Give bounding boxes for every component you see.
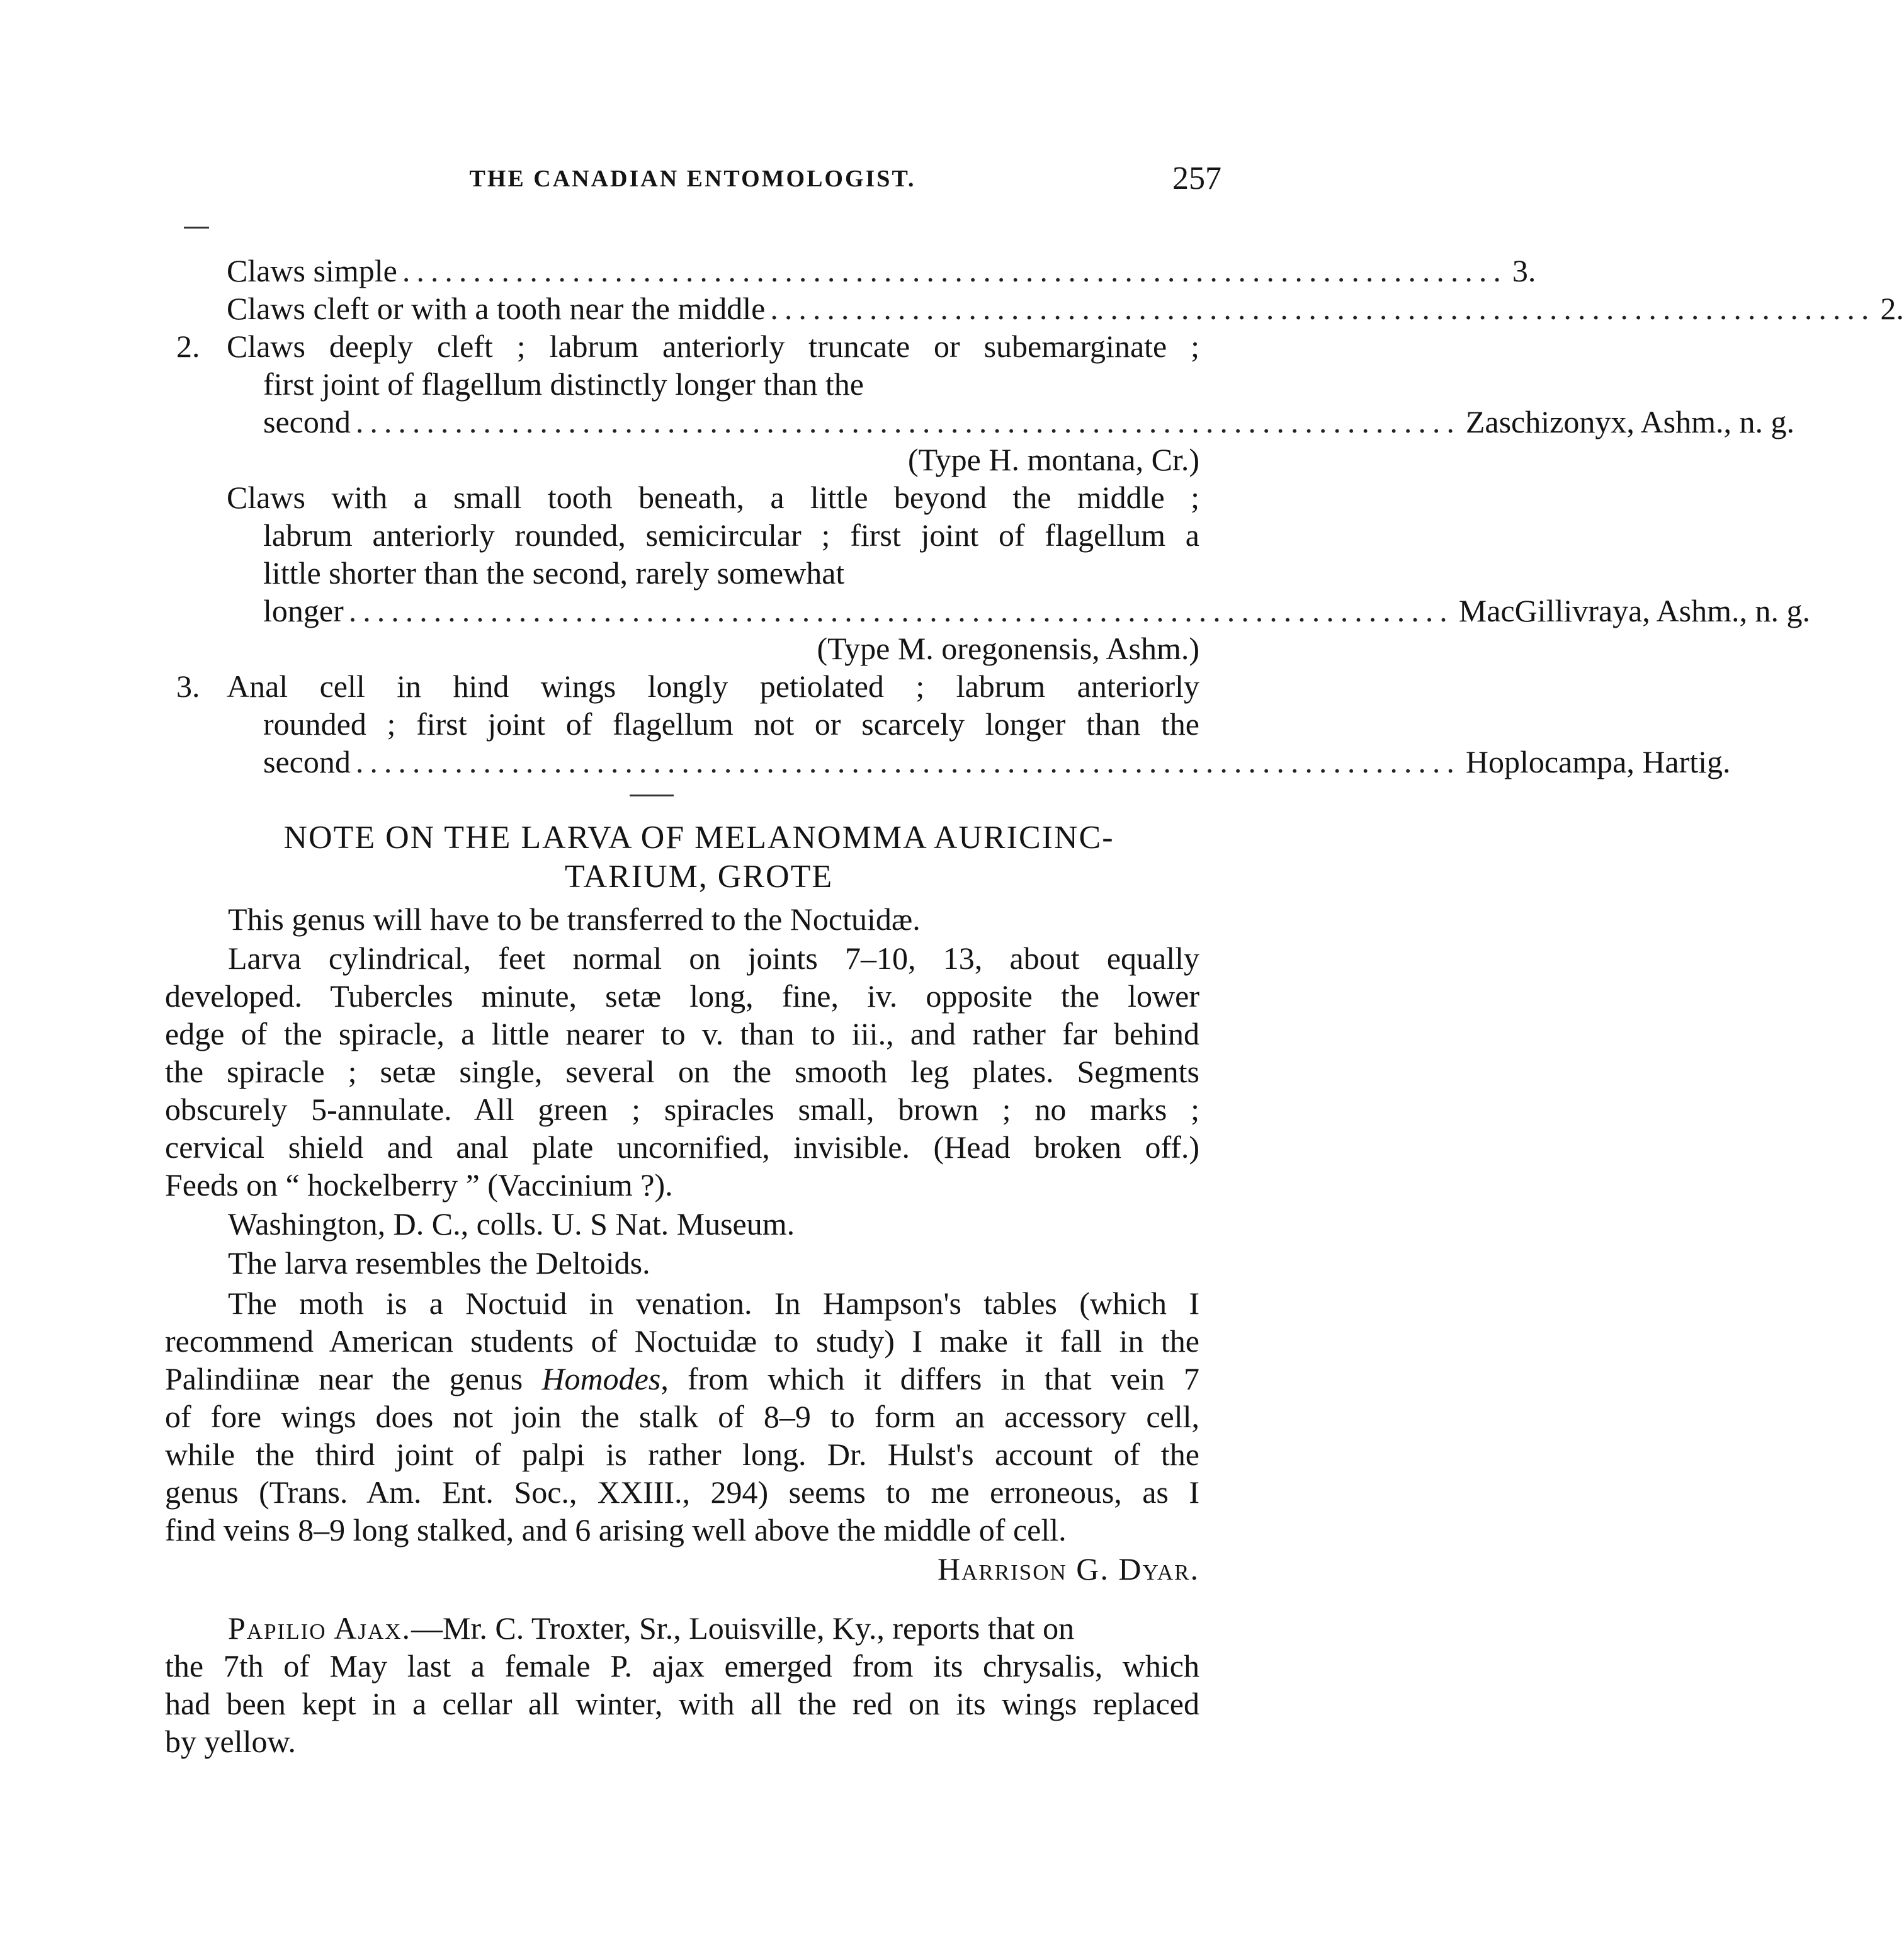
paragraph-line: of fore wings does not join the stalk of 8–9 to form an accessory cell, [165,1399,1199,1434]
paragraph-line: Larva cylindrical, feet normal on joints 7–10, 13, about equally [228,941,1199,976]
paragraph: This genus will have to be transferred to the Noctuidæ. [228,902,921,937]
key-line: rounded ; first joint of flagellum not or scarcely longer than the [263,706,1199,742]
key-line: 2. Claws deeply cleft ; labrum anteriorly truncate or subemarginate ; [176,329,1199,364]
header-rule [184,227,209,229]
paragraph-line: recommend American students of Noctuidæ to study) I make it fall in the [165,1323,1199,1359]
paragraph-line: Papilio Ajax.—Mr. C. Troxter, Sr., Louisville, Ky., reports that on [228,1610,1075,1646]
paragraph: Washington, D. C., colls. U. S Nat. Museum. [228,1206,795,1242]
key-line: longer .............................................................................. MacGillivraya, Ashm., n. g. [263,593,1810,628]
page-number: 257 [1172,161,1221,196]
section-rule [630,795,674,796]
paragraph-line: had been kept in a cellar all winter, with all the red on its wings replaced [165,1686,1199,1721]
type-note: (Type H. montana, Cr.) [907,442,1199,477]
paragraph-line: find veins 8–9 long stalked, and 6 arising well above the middle of cell. [165,1512,1067,1548]
key-line: little shorter than the second, rarely somewhat [263,555,845,591]
running-header [164,161,1221,203]
key-line: Claws cleft or with a tooth near the middle .............................................................................. 2. [227,291,1904,326]
paragraph-line: developed. Tubercles minute, setæ long, fine, iv. opposite the lower [165,978,1199,1014]
author-signature: Harrison G. Dyar. [938,1551,1199,1587]
paragraph-line: edge of the spiracle, a little nearer to v. than to iii., and rather far behind [165,1016,1199,1051]
paragraph-line: genus (Trans. Am. Ent. Soc., XXIII., 294) seems to me erroneous, as I [165,1474,1199,1510]
paragraph-line: obscurely 5-annulate. All green ; spiracles small, brown ; no marks ; [165,1092,1199,1127]
note-heading: TARIUM, GROTE [564,859,834,895]
key-line: Claws simple .............................................................................. 3. [227,253,1536,288]
paragraph-line: The moth is a Noctuid in venation. In Hampson's tables (which I [228,1286,1199,1321]
note-heading: NOTE ON THE LARVA OF MELANOMMA AURICINC- [283,820,1114,856]
paragraph-line: Palindiinæ near the genus Homodes, from which it differs in that vein 7 [165,1361,1200,1396]
paragraph-line: by yellow. [165,1724,296,1759]
key-line: labrum anteriorly rounded, semicircular ; first joint of flagellum a [263,518,1199,553]
paragraph-line: while the third joint of palpi is rather long. Dr. Hulst's account of the [165,1437,1199,1472]
type-note: (Type M. oregonensis, Ashm.) [817,631,1199,666]
paragraph-line: the 7th of May last a female P. ajax emerged from its chrysalis, which [165,1648,1199,1684]
key-line: 3. Anal cell in hind wings longly petiolated ; labrum anteriorly [176,669,1199,704]
key-line: second .............................................................................. Zaschizonyx, Ashm., n. g. [263,404,1795,439]
key-line: first joint of flagellum distinctly longer than the [263,366,864,402]
papilio-lead: Papilio Ajax. [228,1610,412,1646]
paragraph: The larva resembles the Deltoids. [228,1245,650,1281]
key-line: second .............................................................................. Hoplocampa, Hartig. [263,744,1731,779]
paragraph-line: cervical shield and anal plate uncornified, invisible. (Head broken off.) [165,1129,1199,1165]
paragraph-line: the spiracle ; setæ single, several on the smooth leg plates. Segments [165,1054,1199,1089]
paragraph-line: Feeds on “ hockelberry ” (Vaccinium ?). [165,1167,673,1203]
genus-name: Homodes [541,1361,661,1396]
key-line: Claws with a small tooth beneath, a little beyond the middle ; [227,480,1199,515]
journal-title: THE CANADIAN ENTOMOLOGIST. [469,166,916,192]
